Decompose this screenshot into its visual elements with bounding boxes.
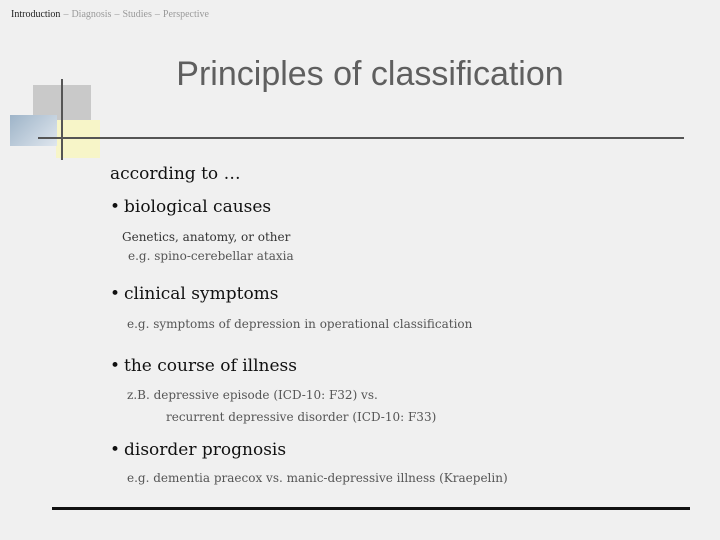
bullet-dot: • [110, 197, 121, 217]
breadcrumb-item-introduction[interactable]: Introduction [11, 9, 61, 20]
bullet-label: biological causes [124, 197, 272, 217]
bullet-dot: • [110, 356, 121, 376]
bullet-detail: recurrent depressive disorder (ICD-10: F33) [166, 410, 437, 424]
logo-vertical-line [61, 79, 63, 160]
breadcrumb-item-studies[interactable]: Studies [122, 9, 152, 20]
breadcrumb-separator: – [114, 9, 120, 20]
bullet-course-of-illness [110, 352, 297, 380]
bullet-disorder-prognosis [110, 436, 286, 464]
bullet-detail: e.g. dementia praecox vs. manic-depressive illness (Kraepelin) [127, 471, 508, 485]
breadcrumb [11, 9, 209, 20]
title-divider [38, 137, 684, 139]
breadcrumb-item-perspective[interactable]: Perspective [162, 9, 209, 20]
breadcrumb-item-diagnosis[interactable]: Diagnosis [71, 9, 112, 20]
bullet-label: disorder prognosis [124, 440, 287, 460]
bullet-detail: z.B. depressive episode (ICD-10: F32) vs. [127, 388, 378, 402]
bullet-dot: • [110, 440, 121, 460]
slide-content [110, 160, 690, 485]
logo-blue-block [10, 115, 57, 146]
bullet-detail: e.g. spino-cerebellar ataxia [128, 249, 294, 263]
intro-text: according to … [110, 164, 241, 184]
bullet-biological-causes [110, 193, 271, 221]
page-title: Principles of classification [176, 55, 564, 93]
bullet-label: the course of illness [124, 356, 297, 376]
bullet-detail: Genetics, anatomy, or other [122, 230, 291, 244]
bullet-detail: e.g. symptoms of depression in operational classification [127, 317, 473, 331]
bullet-label: clinical symptoms [124, 284, 279, 304]
breadcrumb-separator: – [63, 9, 69, 20]
breadcrumb-separator: – [154, 9, 160, 20]
bullet-dot: • [110, 284, 121, 304]
bullet-clinical-symptoms [110, 280, 279, 308]
footer-rule [52, 507, 690, 510]
